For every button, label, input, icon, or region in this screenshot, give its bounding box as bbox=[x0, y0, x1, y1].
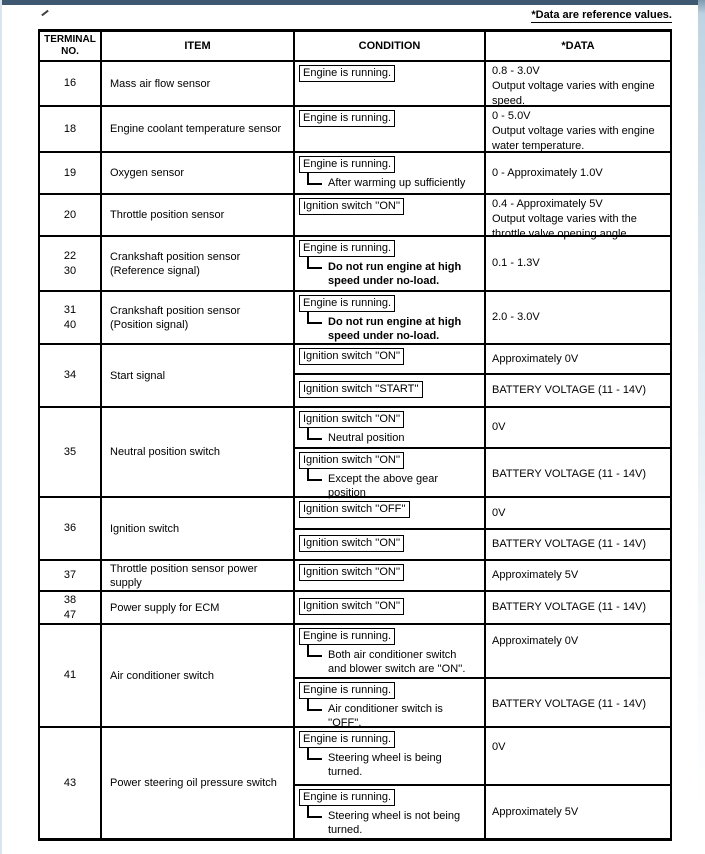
table-row bbox=[40, 105, 670, 151]
condition-cell bbox=[295, 728, 486, 784]
item-cell: Throttle position sensor power supply bbox=[102, 561, 295, 590]
condition-cell bbox=[295, 345, 486, 373]
data-cell: 0V bbox=[492, 421, 506, 433]
elbow-connector-icon bbox=[307, 645, 322, 657]
elbow-connector-icon bbox=[307, 257, 322, 269]
data-cell: 0.4 - Approximately 5V Output voltage varies with the throttle valve opening angle. bbox=[492, 198, 637, 240]
scan-left-edge bbox=[0, 0, 2, 854]
col-header-item: ITEM bbox=[102, 32, 295, 60]
table-row bbox=[40, 726, 670, 838]
terminal-no-cell: 16 bbox=[40, 62, 102, 105]
condition-box: Ignition switch ''ON'' bbox=[299, 452, 404, 469]
elbow-connector-icon bbox=[307, 469, 322, 481]
scan-top-edge bbox=[0, 0, 705, 5]
data-cell: 2.0 - 3.0V bbox=[492, 311, 540, 323]
col-header-data: *DATA bbox=[561, 39, 595, 52]
condition-box: Engine is running. bbox=[299, 240, 395, 257]
condition-box: Ignition switch ''START'' bbox=[299, 381, 423, 398]
condition-cell bbox=[295, 153, 486, 193]
data-cell: BATTERY VOLTAGE (11 - 14V) bbox=[492, 698, 647, 710]
condition-box: Ignition switch ''OFF'' bbox=[299, 501, 410, 518]
data-cell: 0.8 - 3.0V Output voltage varies with engine speed. bbox=[492, 65, 655, 107]
ecm-terminal-voltage-table bbox=[38, 29, 672, 841]
terminal-no-cell: 37 bbox=[40, 561, 102, 590]
table-row bbox=[40, 496, 670, 559]
terminal-no-cell: 20 bbox=[40, 195, 102, 235]
condition-cell bbox=[295, 449, 486, 500]
elbow-connector-icon bbox=[307, 699, 322, 711]
elbow-connector-icon bbox=[307, 806, 322, 818]
table-row bbox=[40, 235, 670, 290]
condition-subline: Steering wheel is not being turned. bbox=[298, 806, 484, 837]
condition-box: Engine is running. bbox=[299, 156, 395, 173]
terminal-no-cell: 35 bbox=[40, 408, 102, 496]
terminal-no-cell: 31 40 bbox=[40, 292, 102, 343]
table-row bbox=[40, 343, 670, 406]
terminal-no-cell: 19 bbox=[40, 153, 102, 193]
table-row bbox=[40, 406, 670, 499]
condition-cell bbox=[295, 679, 486, 730]
data-cell: 0.1 - 1.3V bbox=[492, 257, 540, 269]
scan-right-edge bbox=[698, 0, 705, 854]
condition-cell bbox=[295, 530, 486, 559]
condition-box: Ignition switch ''ON'' bbox=[299, 411, 404, 428]
item-cell: Crankshaft position sensor (Position signal) bbox=[102, 292, 295, 343]
condition-box: Engine is running. bbox=[299, 789, 395, 806]
condition-cell bbox=[295, 625, 486, 677]
col-header-terminal-no: TERMINAL NO. bbox=[40, 32, 102, 60]
condition-box: Engine is running. bbox=[299, 731, 395, 748]
table-row bbox=[40, 590, 670, 623]
condition-subline: Neutral position bbox=[298, 428, 484, 445]
data-cell: BATTERY VOLTAGE (11 - 14V) bbox=[492, 468, 647, 480]
data-cell: Approximately 0V bbox=[492, 635, 579, 647]
condition-cell bbox=[295, 375, 486, 406]
item-cell: Neutral position switch bbox=[102, 408, 295, 496]
elbow-connector-icon bbox=[307, 312, 322, 324]
table-row bbox=[40, 151, 670, 193]
condition-box: Engine is running. bbox=[299, 295, 395, 312]
data-cell: Approximately 5V bbox=[492, 805, 579, 818]
reference-note: *Data are reference values. bbox=[531, 9, 672, 21]
data-cell: 0 - 5.0V Output voltage varies with engine water temperature. bbox=[492, 110, 655, 152]
item-cell: Start signal bbox=[102, 345, 295, 406]
data-cell: BATTERY VOLTAGE (11 - 14V) bbox=[492, 601, 647, 613]
terminal-no-cell: 38 47 bbox=[40, 592, 102, 623]
table-row bbox=[40, 623, 670, 729]
condition-box: Engine is running. bbox=[299, 110, 395, 127]
condition-cell bbox=[295, 195, 486, 242]
condition-box: Engine is running. bbox=[299, 65, 395, 82]
elbow-connector-icon bbox=[307, 748, 322, 760]
data-cell: Approximately 0V bbox=[492, 352, 579, 365]
condition-cell bbox=[295, 292, 486, 343]
condition-box: Ignition switch ''ON'' bbox=[299, 348, 404, 365]
elbow-connector-icon bbox=[307, 173, 322, 185]
table-row bbox=[40, 559, 670, 590]
item-cell: Mass air flow sensor bbox=[102, 62, 295, 105]
item-cell: Crankshaft position sensor (Reference signal) bbox=[102, 237, 295, 290]
data-cell: Approximately 5V bbox=[492, 569, 579, 581]
condition-cell bbox=[295, 592, 486, 623]
condition-subline: Steering wheel is being turned. bbox=[298, 748, 484, 779]
data-cell: 0V bbox=[492, 506, 506, 519]
condition-subline: Except the above gear position bbox=[298, 469, 484, 500]
table-row bbox=[40, 290, 670, 343]
condition-cell bbox=[295, 107, 486, 154]
terminal-no-cell: 34 bbox=[40, 345, 102, 406]
condition-cell bbox=[295, 408, 486, 447]
terminal-no-cell: 43 bbox=[40, 728, 102, 838]
condition-box: Ignition switch ''ON'' bbox=[299, 564, 404, 581]
item-cell: Throttle position sensor bbox=[102, 195, 295, 235]
item-cell: Engine coolant temperature sensor bbox=[102, 107, 295, 151]
condition-subline: After warming up sufficiently bbox=[298, 173, 484, 190]
item-cell: Ignition switch bbox=[102, 498, 295, 559]
data-cell: BATTERY VOLTAGE (11 - 14V) bbox=[492, 384, 647, 396]
condition-cell bbox=[295, 561, 486, 590]
terminal-no-cell: 41 bbox=[40, 625, 102, 726]
terminal-no-cell: 36 bbox=[40, 498, 102, 559]
terminal-no-cell: 22 30 bbox=[40, 237, 102, 290]
condition-box: Ignition switch ''ON'' bbox=[299, 535, 404, 552]
condition-cell bbox=[295, 62, 486, 109]
condition-box: Engine is running. bbox=[299, 682, 395, 699]
condition-box: Engine is running. bbox=[299, 628, 395, 645]
table-header-row bbox=[40, 32, 670, 60]
terminal-no-cell: 18 bbox=[40, 107, 102, 151]
item-cell: Power supply for ECM bbox=[102, 592, 295, 623]
table-row bbox=[40, 193, 670, 240]
item-cell: Oxygen sensor bbox=[102, 153, 295, 193]
condition-box: Ignition switch ''ON'' bbox=[299, 598, 404, 615]
condition-box: Ignition switch ''ON'' bbox=[299, 198, 404, 215]
item-cell: Power steering oil pressure switch bbox=[102, 728, 295, 838]
condition-subline: Do not run engine at high speed under no-load. bbox=[298, 257, 484, 288]
elbow-connector-icon bbox=[307, 428, 322, 440]
condition-subline: Both air conditioner switch and blower switch are ''ON''. bbox=[298, 645, 484, 676]
scan-artifact-mark bbox=[41, 10, 49, 17]
col-header-condition: CONDITION bbox=[295, 32, 486, 60]
condition-cell bbox=[295, 237, 486, 290]
data-cell: 0 - Approximately 1.0V bbox=[492, 166, 603, 179]
condition-cell bbox=[295, 786, 486, 838]
data-cell: BATTERY VOLTAGE (11 - 14V) bbox=[492, 538, 647, 550]
condition-cell bbox=[295, 498, 486, 528]
condition-subline: Air conditioner switch is ''OFF''. bbox=[298, 699, 484, 730]
condition-subline: Do not run engine at high speed under no-load. bbox=[298, 312, 484, 343]
item-cell: Air conditioner switch bbox=[102, 625, 295, 726]
table-row bbox=[40, 60, 670, 105]
data-cell: 0V bbox=[492, 741, 506, 753]
